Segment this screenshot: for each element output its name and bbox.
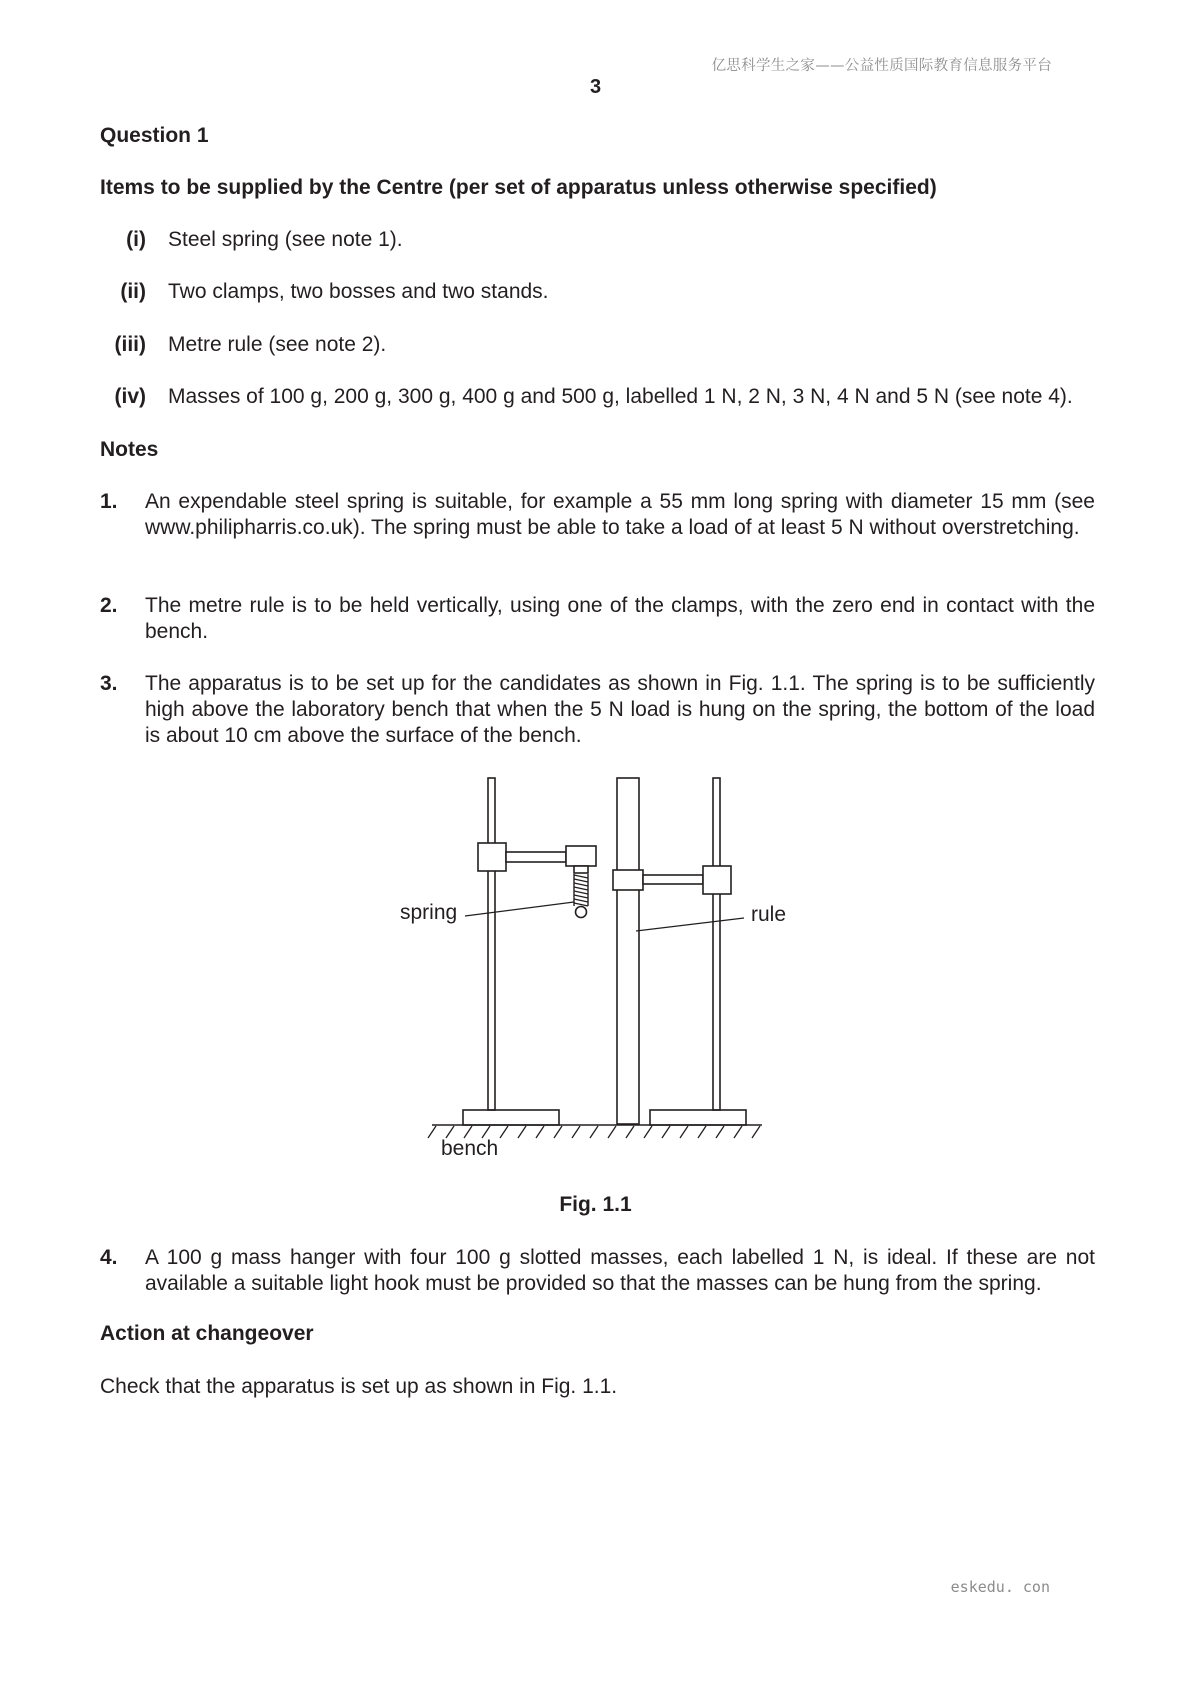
item-marker: (iii) — [114, 333, 146, 356]
spring-holder — [566, 846, 596, 866]
notes-heading: Notes — [100, 438, 159, 461]
action-heading: Action at changeover — [100, 1322, 314, 1345]
page-number: 3 — [589, 76, 602, 98]
bench-label: bench — [441, 1137, 499, 1160]
note-text: The metre rule is to be held vertically, using one of the clamps, with the zero end in contact with the bench. — [145, 594, 1095, 643]
items-heading: Items to be supplied by the Centre (per set of apparatus unless otherwise specified) — [100, 176, 937, 199]
rule-leader-line — [636, 918, 744, 931]
left-clamp-arm — [506, 852, 566, 862]
note-number: 4. — [100, 1246, 118, 1269]
spring-label: spring — [400, 901, 458, 924]
note-number: 2. — [100, 594, 118, 617]
spring-icon — [574, 874, 588, 906]
item-marker: (i) — [126, 228, 146, 251]
left-stand-rod — [488, 778, 495, 1110]
note-text: The apparatus is to be set up for the candidates as shown in Fig. 1.1. The spring is to be sufficiently high above the laboratory bench that when the 5 N load is hung on the spring, the bottom of the load is about 10 cm above the surface of the bench. — [145, 672, 1095, 747]
item-text: Masses of 100 g, 200 g, 300 g, 400 g and 500 g, labelled 1 N, 2 N, 3 N, 4 N and 5 N (see note 4). — [168, 385, 1073, 408]
spring-holder-tab — [574, 866, 588, 873]
item-marker: (iv) — [114, 385, 146, 408]
note-text: An expendable steel spring is suitable, for example a 55 mm long spring with diameter 15 mm (see www.philipharris.co.uk). The spring must be able to take a load of at least 5 N without overstretching. — [145, 490, 1095, 539]
item-text: Metre rule (see note 2). — [168, 333, 387, 356]
spring-end-ball — [576, 907, 587, 918]
item-text: Steel spring (see note 1). — [168, 228, 403, 251]
left-stand-base — [463, 1110, 559, 1125]
metre-rule — [617, 778, 639, 1124]
note-number: 3. — [100, 672, 118, 695]
rule-label: rule — [751, 903, 787, 926]
right-stand-rod — [713, 778, 720, 1110]
right-stand-base — [650, 1110, 746, 1125]
right-boss — [703, 866, 731, 894]
left-boss — [478, 843, 506, 871]
rule-clamp-pad — [613, 870, 643, 890]
watermark-header: 亿思科学生之家——公益性质国际教育信息服务平台 — [711, 58, 1052, 74]
right-clamp-arm — [643, 875, 703, 884]
question-title: Question 1 — [100, 124, 209, 147]
item-text: Two clamps, two bosses and two stands. — [168, 280, 549, 303]
footer-watermark: eskedu. con — [950, 1578, 1050, 1596]
figure-caption: Fig. 1.1 — [559, 1193, 632, 1216]
note-number: 1. — [100, 490, 118, 513]
action-text: Check that the apparatus is set up as shown in Fig. 1.1. — [100, 1375, 618, 1398]
spring-leader-line — [465, 902, 574, 916]
note-text: A 100 g mass hanger with four 100 g slotted masses, each labelled 1 N, is ideal. If these are not available a suitable light hook must be provided so that the masses can be hung from the spring. — [145, 1246, 1095, 1295]
item-marker: (ii) — [120, 280, 146, 303]
